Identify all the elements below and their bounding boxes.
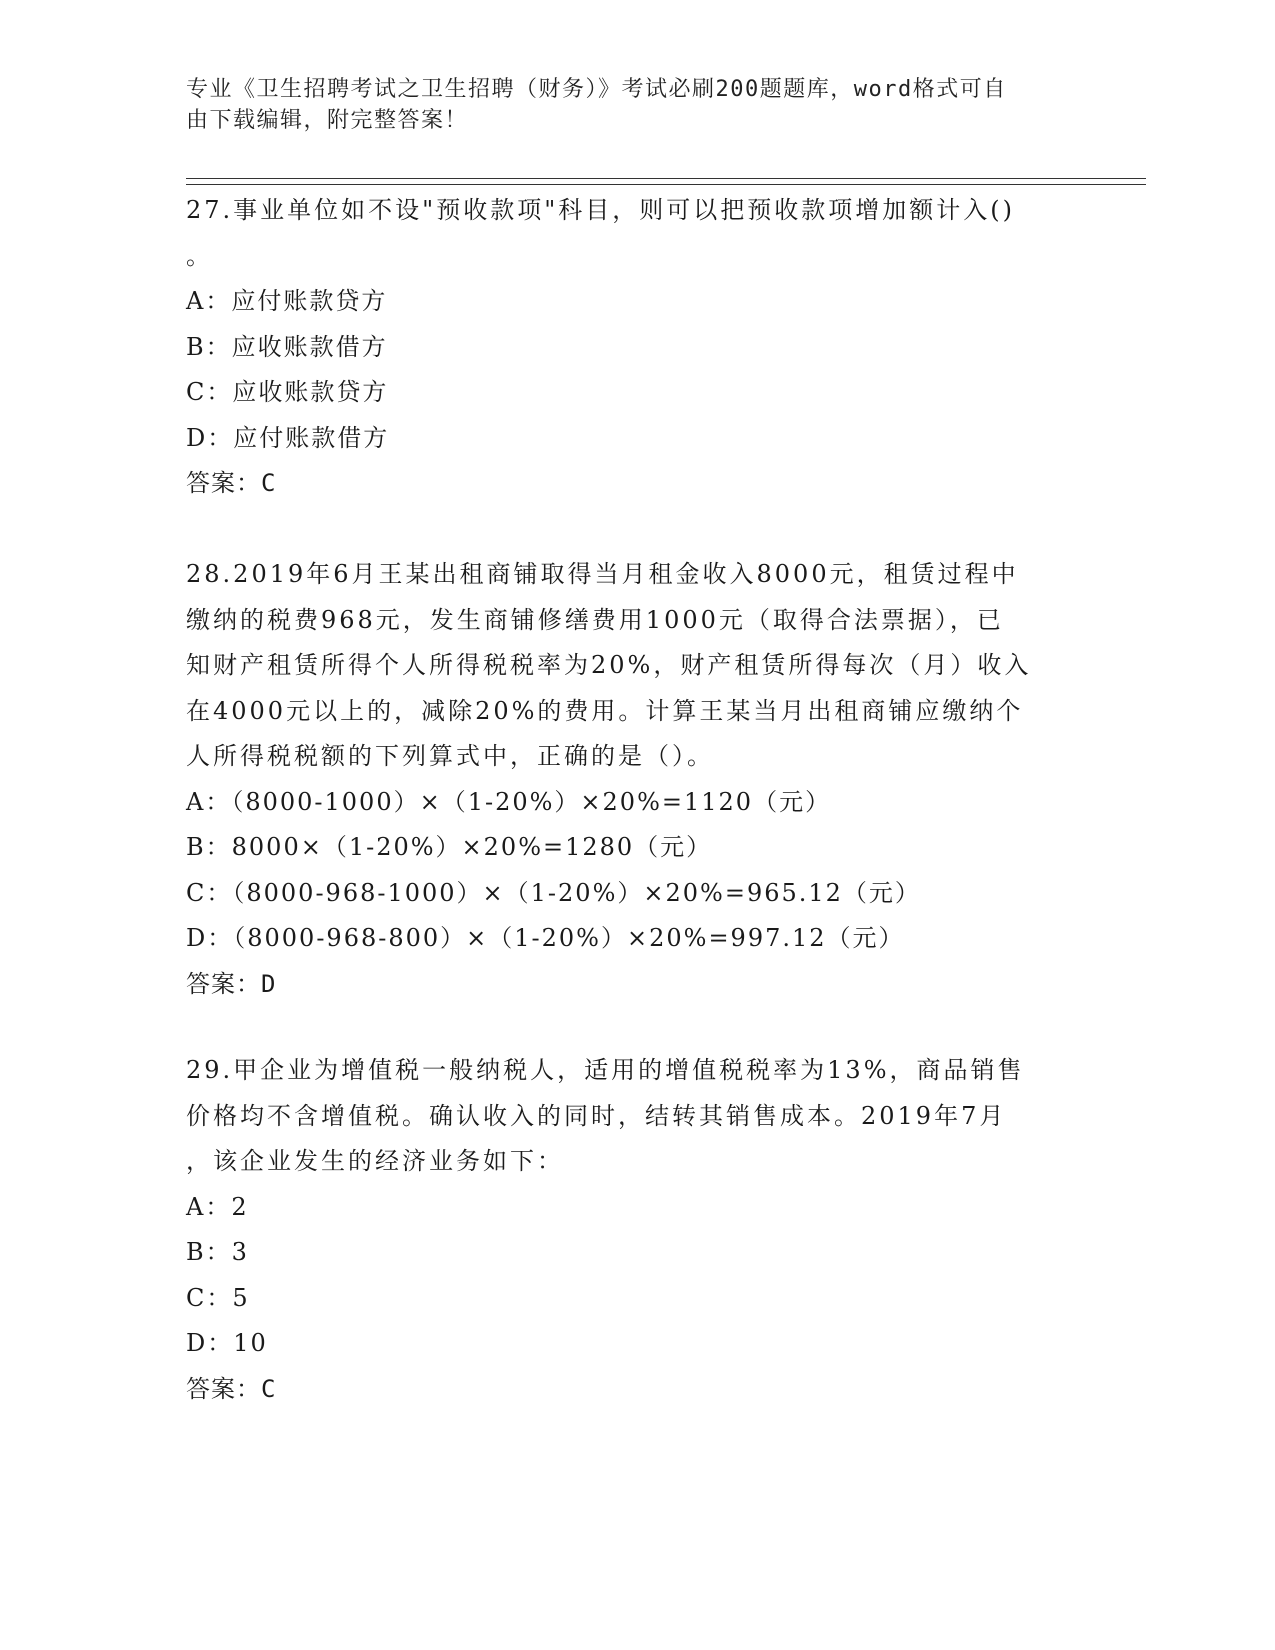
header-divider: [186, 178, 1146, 179]
question-stem: 人所得税税额的下列算式中，正确的是（）。: [186, 742, 714, 770]
answer-line: 答案：C: [186, 469, 277, 497]
option-a: A：（8000-1000）×（1-20%）×20%=1120（元）: [186, 787, 832, 816]
question-stem: 29.甲企业为增值税一般纳税人，适用的增值税税率为13%，商品销售: [186, 1056, 1025, 1084]
question-stem: 。: [186, 241, 213, 270]
question-stem: 知财产租赁所得个人所得税税率为20%，财产租赁所得每次（月）收入: [186, 651, 1032, 679]
answer-line: 答案：D: [186, 969, 277, 998]
question-stem: 28.2019年6月王某出租商铺取得当月租金收入8000元，租赁过程中: [186, 560, 1019, 588]
option-b: B：应收账款借方: [186, 332, 388, 361]
question-stem: 价格均不含增值税。确认收入的同时，结转其销售成本。2019年7月: [186, 1101, 1007, 1130]
header-divider: [186, 184, 1146, 185]
question-29: [186, 1048, 1086, 1412]
option-c: C：5: [186, 1283, 250, 1312]
option-d: D：（8000-968-800）×（1-20%）×20%=997.12（元）: [186, 924, 905, 952]
header-line: 由下载编辑，附完整答案！: [186, 108, 469, 133]
option-d: D：应付账款借方: [186, 423, 390, 452]
question-stem: 缴纳的税费968元，发生商铺修缮费用1000元（取得合法票据），已: [186, 605, 1004, 634]
question-stem: 27.事业单位如不设"预收款项"科目，则可以把预收款项增加额计入(): [186, 196, 1015, 224]
question-28: [186, 552, 1086, 1007]
header-line: 专业《卫生招聘考试之卫生招聘（财务）》考试必刷200题题库，word格式可自: [186, 77, 1007, 102]
option-a: A：应付账款贷方: [186, 287, 388, 315]
option-c: C：应收账款贷方: [186, 378, 389, 406]
option-b: B：8000×（1-20%）×20%=1280（元）: [186, 833, 713, 861]
question-stem: 在4000元以上的，减除20%的费用。计算王某当月出租商铺应缴纳个: [186, 696, 1024, 725]
answer-line: 答案：C: [186, 1374, 277, 1403]
option-b: B：3: [186, 1238, 249, 1266]
question-27: [186, 188, 1086, 507]
document-header: [186, 74, 1066, 136]
question-stem: ，该企业发生的经济业务如下：: [186, 1147, 564, 1175]
option-d: D：10: [186, 1329, 268, 1357]
option-a: A：2: [186, 1192, 249, 1221]
option-c: C：（8000-968-1000）×（1-20%）×20%=965.12（元）: [186, 878, 921, 907]
